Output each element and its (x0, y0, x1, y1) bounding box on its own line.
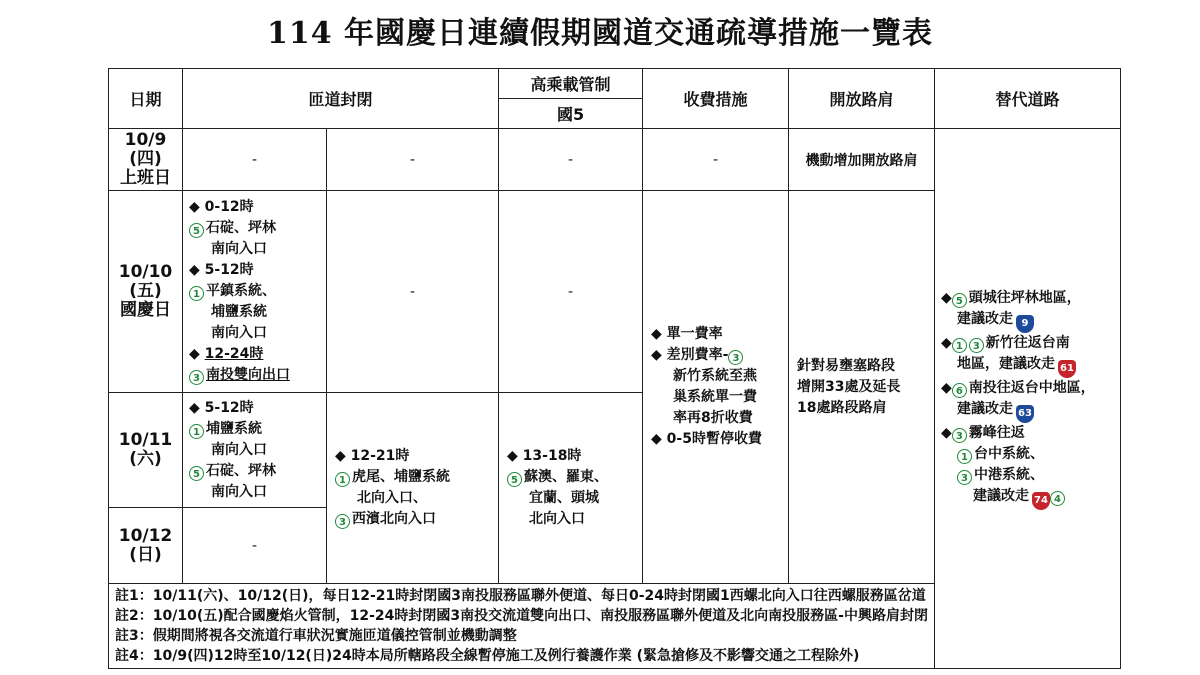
alt-text: 霧峰往返 (968, 424, 1025, 441)
header-shoulder: 開放路肩 (789, 69, 935, 129)
ramp-text: 埔鹽系統 (206, 420, 262, 437)
route-badge-icon: 3 (969, 338, 984, 353)
provincial-highway-shield-icon: 9 (1016, 315, 1034, 333)
alt-text: 地區，建議改走 (957, 355, 1056, 372)
date-cell-1010 (109, 191, 183, 393)
alt-text: 建議改走 (973, 487, 1030, 504)
time-label: ◆ 5-12時 (189, 399, 254, 416)
ramp-text: 石碇、坪林 (206, 462, 276, 479)
time-label: ◆ 13-18時 (507, 448, 582, 464)
note: 註1：10/11(六)、10/12(日)，每日12-21時封閉國3南投服務區聯外便道、每日0-24時封閉國1西螺北向入口往西螺服務區岔道 (115, 588, 926, 604)
ramp-text: 埔鹽系統 (211, 304, 267, 320)
toll-text: 率再8折收費 (673, 410, 753, 426)
alt-text: 台中系統、 (974, 445, 1045, 462)
route-badge-icon: 3 (335, 514, 350, 529)
ramp-text: 虎尾、埔鹽系統 (352, 469, 450, 485)
date-label: 10/12 (118, 525, 173, 546)
header-hov-sub: 國5 (499, 99, 643, 129)
alt-text: 南投往返台中地區， (968, 379, 1095, 396)
weekday-label: (六) (129, 449, 162, 469)
route-badge-icon: 1 (952, 338, 967, 353)
cell-empty: - (327, 129, 499, 191)
date-cell-1012 (109, 508, 183, 584)
date-label: 10/11 (118, 430, 173, 450)
alt-text: 建議改走 (957, 310, 1014, 327)
header-alternative-routes: 替代道路 (935, 69, 1121, 129)
route-badge-icon: 5 (189, 223, 204, 238)
route-badge-icon: 3 (728, 350, 743, 365)
bullet: ◆ (941, 424, 952, 441)
hov-text: 宜蘭、頭城 (529, 490, 600, 506)
note: 註2：10/10(五)配合國慶焰火管制，12-24時封閉國3南投交流道雙向出口、南投服務區聯外便道及北向南投服務區-中興路肩封閉 (115, 608, 928, 624)
weekday-label: (五) (129, 281, 162, 301)
route-badge-icon: 5 (952, 293, 967, 308)
date-label: 10/9 (124, 130, 167, 150)
ramp-text: 北向入口、 (357, 490, 427, 506)
date-cell-1009 (109, 129, 183, 191)
cell-empty: - (499, 191, 643, 393)
weekday-label: (日) (129, 544, 162, 565)
bullet: ◆ (941, 379, 952, 396)
cell-empty: - (183, 129, 327, 191)
provincial-highway-shield-icon: 74 (1032, 492, 1050, 510)
bullet: ◆ (941, 334, 952, 351)
route-badge-icon: 1 (189, 286, 204, 301)
toll-measures-cell (643, 191, 789, 584)
alt-text: 建議改走 (957, 400, 1014, 417)
ramp-text: 石碇、坪林 (206, 220, 276, 236)
toll-text: ◆ 差別費率- (651, 347, 729, 363)
ramp-text: 西濱北向入口 (352, 511, 436, 527)
date-label: 10/10 (118, 262, 173, 282)
route-badge-icon: 1 (189, 424, 204, 439)
toll-text: ◆ 0-5時暫停收費 (651, 431, 762, 447)
weekday-label: (四) (129, 149, 162, 169)
note: 註3：假期間將視各交流道行車狀況實施匝道儀控管制並機動調整 (115, 628, 517, 644)
toll-text: 巢系統單一費 (673, 389, 758, 405)
time-label: ◆ 0-12時 (189, 199, 254, 215)
day-type-label: 上班日 (120, 168, 171, 188)
header-hov: 高乘載管制 (499, 69, 643, 99)
route-badge-icon: 6 (952, 383, 967, 398)
header-ramp-closure: 匝道封閉 (183, 69, 499, 129)
hov-text: 蘇澳、羅東、 (524, 469, 609, 485)
alt-line (941, 288, 1112, 309)
toll-text: ◆ 單一費率 (651, 326, 723, 342)
time-label: 12-24時 (204, 346, 264, 362)
ramp-closure-weekend (327, 393, 499, 584)
shoulder-text: 針對易壅塞路段 (797, 357, 896, 374)
time-label: ◆ 5-12時 (189, 262, 254, 278)
cell-empty: - (499, 129, 643, 191)
ramp-text: 南向入口 (211, 441, 267, 458)
route-badge-icon: 5 (189, 466, 204, 481)
shoulder-text: 18處路段路肩 (797, 399, 887, 416)
bullet: ◆ (189, 346, 205, 362)
header-toll: 收費措施 (643, 69, 789, 129)
bullet: ◆ (941, 289, 952, 306)
hov-control-weekend (499, 393, 643, 584)
page-title: 114 年國慶日連續假期國道交通疏導措施一覽表 (266, 16, 934, 51)
shoulder-1009: 機動增加開放路肩 (789, 129, 935, 191)
route-badge-icon: 3 (189, 370, 204, 385)
alt-text: 頭城往坪林地區， (968, 289, 1081, 306)
route-badge-icon: 3 (952, 428, 967, 443)
traffic-measures-table (108, 68, 1121, 669)
alt-text: 中港系統、 (974, 466, 1045, 483)
route-badge-icon: 4 (1050, 491, 1065, 506)
cell-empty: - (183, 508, 327, 584)
shoulder-main-cell (789, 191, 935, 584)
provincial-highway-shield-icon: 61 (1058, 360, 1076, 378)
route-badge-icon: 5 (507, 472, 522, 487)
provincial-highway-shield-icon: 63 (1016, 405, 1034, 423)
ramp-text: 平鎮系統、 (206, 283, 276, 299)
header-date: 日期 (109, 69, 183, 129)
route-badge-icon: 1 (335, 472, 350, 487)
alt-text: 新竹往返台南 (985, 334, 1070, 351)
ramp-text: 南向入口 (211, 241, 267, 257)
notes-cell (109, 584, 1121, 669)
hov-text: 北向入口 (529, 511, 586, 527)
day-type-label: 國慶日 (120, 300, 171, 320)
ramp-text: 南投雙向出口 (206, 367, 290, 383)
time-label: ◆ 12-21時 (335, 448, 410, 464)
ramp-closure-1010 (183, 191, 327, 393)
note: 註4：10/9(四)12時至10/12(日)24時本局所轄路段全線暫停施工及例行養護作業 (緊急搶修及不影響交通之工程除外) (115, 648, 860, 664)
cell-empty: - (327, 191, 499, 393)
cell-empty: - (643, 129, 789, 191)
route-badge-icon: 3 (957, 470, 972, 485)
toll-text: 新竹系統至燕 (673, 368, 758, 384)
ramp-text: 南向入口 (211, 325, 267, 341)
route-badge-icon: 1 (957, 449, 972, 464)
ramp-closure-1011 (183, 393, 327, 508)
ramp-text: 南向入口 (211, 483, 267, 500)
date-cell-1011 (109, 393, 183, 508)
shoulder-text: 增開33處及延長 (797, 378, 901, 395)
